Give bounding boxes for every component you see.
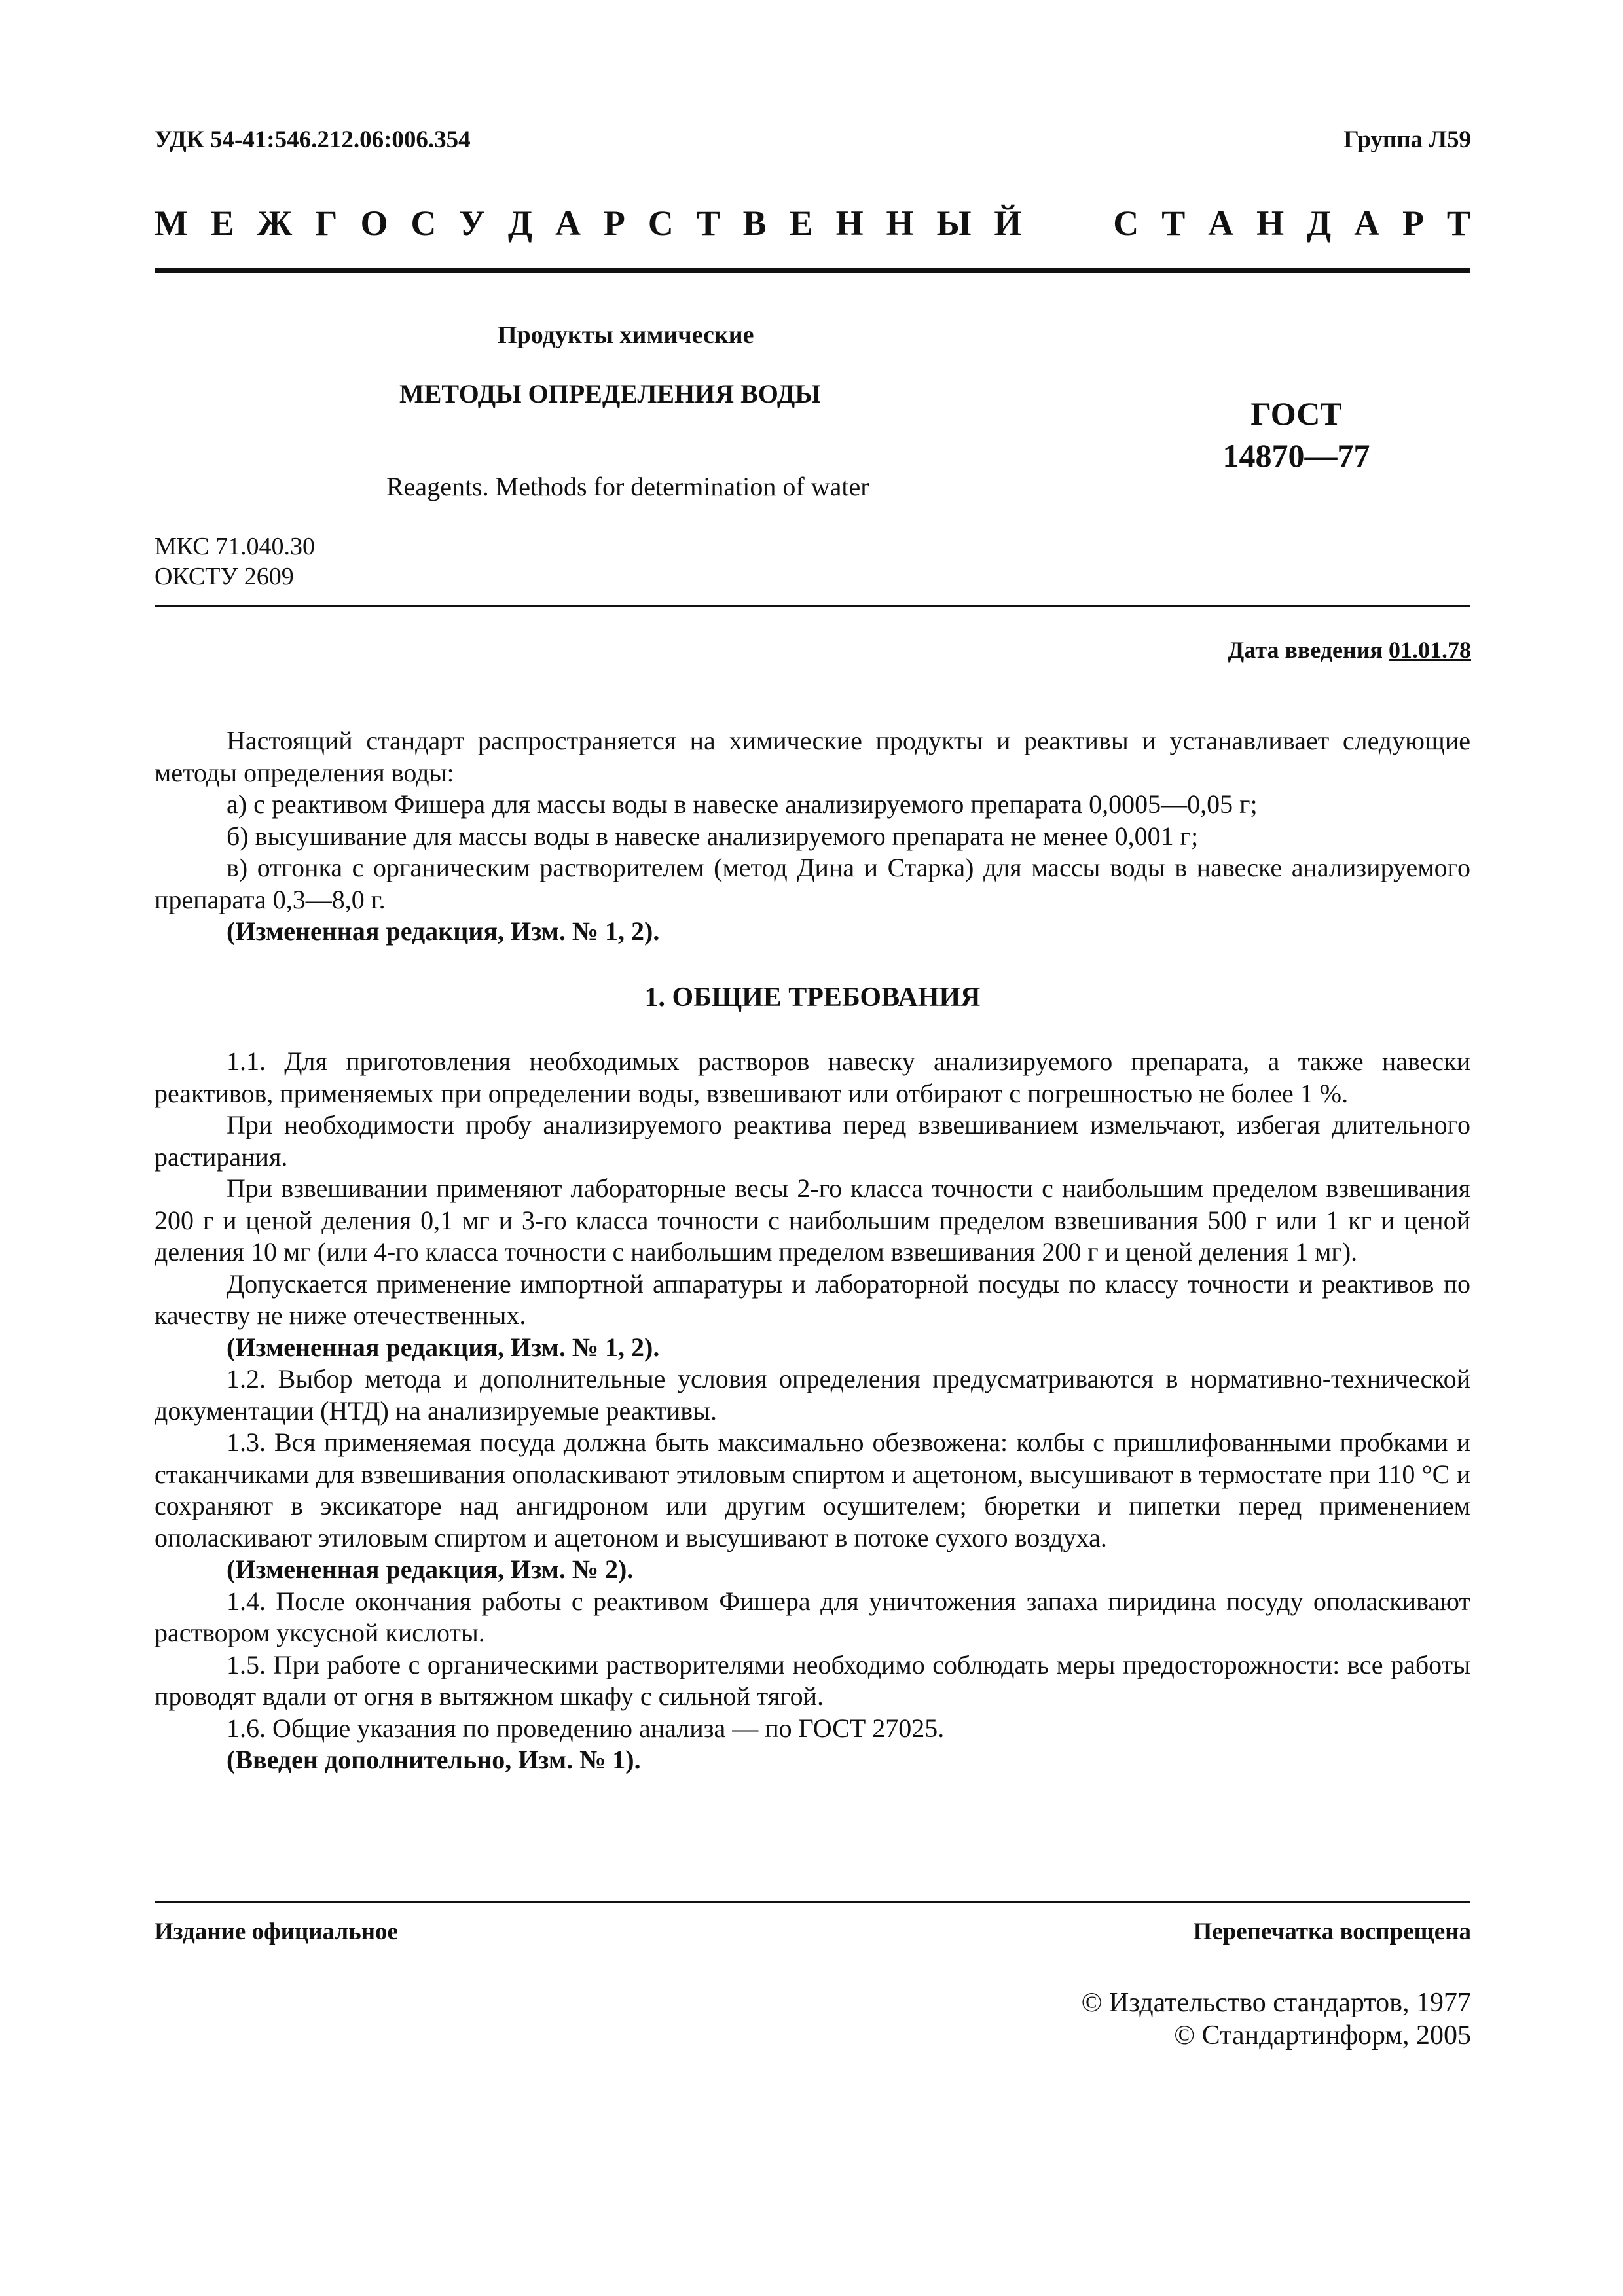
copyright-line: © Стандартинформ, 2005	[1174, 2020, 1471, 2051]
banner-letter: С	[410, 204, 437, 243]
banner-letter: Г	[315, 204, 338, 243]
banner-letter: Т	[1161, 204, 1186, 243]
section-heading: 1. ОБЩИЕ ТРЕБОВАНИЯ	[644, 982, 981, 1013]
document-category: Продукты химические	[498, 321, 754, 349]
banner-letter: Р	[603, 204, 625, 243]
intro-list-item: а) с реактивом Фишера для массы воды в навеске анализируемого препарата 0,0005—0,05 г;	[227, 789, 1258, 819]
banner-letter: Д	[1307, 204, 1332, 243]
banner-letter: С	[647, 204, 674, 243]
udk-code: УДК 54-41:546.212.06:006.354	[155, 126, 471, 153]
document-title-english: Reagents. Methods for determination of water	[386, 472, 869, 501]
official-edition: Издание официальное	[155, 1918, 398, 1945]
banner-letter: Р	[1402, 204, 1424, 243]
banner-letter: Т	[696, 204, 720, 243]
header-rule	[155, 268, 1470, 273]
banner-letter: А	[1208, 204, 1234, 243]
banner-letter: С	[1113, 204, 1139, 243]
section-paragraph: 1.1. Для приготовления необходимых растворов навеску анализируемого препарата, а также навески реактивов, применяемых при определении воды, взвешивают или отбирают с погрешностью не более 1 %.	[155, 1047, 1470, 1108]
banner-letter: Е	[789, 204, 813, 243]
banner-letter: Й	[994, 204, 1022, 243]
banner-letter: Т	[1446, 204, 1470, 243]
classification-codes	[155, 531, 315, 592]
amendment-note: (Измененная редакция, Изм. № 1, 2).	[227, 1332, 660, 1362]
date-value: 01.01.78	[1389, 637, 1471, 663]
section-paragraph: 1.4. После окончания работы с реактивом Фишера для уничтожения запаха пиридина посуду ополаскивают раствором уксусной кислоты.	[155, 1586, 1470, 1647]
banner-letter: У	[459, 204, 485, 243]
copyright-block	[1082, 1986, 1471, 2052]
reprint-prohibited: Перепечатка воспрещена	[1193, 1918, 1471, 1945]
mks-code: МКС 71.040.30	[155, 533, 316, 560]
section-paragraph: 1.5. При работе с органическими растворителями необходимо соблюдать меры предосторожности: все работы проводят вдали от огня в вытяжном шкафу с сильной тягой.	[155, 1649, 1470, 1711]
banner-letter: Н	[835, 204, 864, 243]
intro-list-item: в) отгонка с органическим растворителем (метод Дина и Старка) для массы воды в навеске анализируемого препарата 0,3—8,0 г.	[155, 853, 1470, 914]
gost-label: ГОСТ	[1250, 395, 1342, 432]
banner-letter: Ж	[257, 204, 293, 243]
amendment-note: (Измененная редакция, Изм. № 2).	[227, 1554, 634, 1584]
okstu-code: ОКСТУ 2609	[155, 563, 294, 590]
banner-letter: Н	[1256, 204, 1285, 243]
intro-amendment: (Измененная редакция, Изм. № 1, 2).	[227, 916, 660, 946]
date-of-introduction	[1228, 636, 1472, 664]
section-paragraph: 1.2. Выбор метода и дополнительные условия определения предусматриваются в нормативно-технической документации (НТД) на анализируемые реактивы.	[155, 1364, 1470, 1426]
gost-number: 14870—77	[1222, 437, 1370, 474]
copyright-line: © Издательство стандартов, 1977	[1081, 1988, 1471, 2018]
gost-designation	[1218, 393, 1375, 476]
intro-list-item: б) высушивание для массы воды в навеске анализируемого препарата не менее 0,001 г;	[227, 821, 1199, 851]
intro-text	[155, 725, 1470, 948]
banner-letter: О	[360, 204, 388, 243]
footer-rule	[155, 1901, 1470, 1903]
interstate-standard-banner	[155, 203, 1470, 243]
section-paragraph: При необходимости пробу анализируемого реактива перед взвешиванием измельчают, избегая длительного растирания.	[155, 1110, 1470, 1172]
amendment-note: (Введен дополнительно, Изм. № 1).	[227, 1745, 641, 1774]
banner-letter: А	[555, 204, 581, 243]
banner-letter: Е	[210, 204, 234, 243]
banner-letter: А	[1354, 204, 1380, 243]
banner-letter: В	[742, 204, 767, 243]
document-title: МЕТОДЫ ОПРЕДЕЛЕНИЯ ВОДЫ	[399, 379, 821, 408]
section1-text	[155, 1046, 1470, 1776]
banner-letter: М	[155, 204, 188, 243]
banner-letter: Ы	[936, 204, 972, 243]
banner-gap	[1044, 203, 1090, 243]
banner-letter: Н	[886, 204, 914, 243]
section-paragraph: 1.3. Вся применяемая посуда должна быть максимально обезвожена: колбы с пришлифованными пробками и стаканчиками для взвешивания ополаскивают этиловым спиртом и ацетоном, высушивают в термостате при 110 °С и сохраняют в эксикаторе над ангидроном или другим осушителем; бюретки и пипетки перед применением ополаскивают этиловым спиртом и ацетоном и высушивают в потоке сухого воздуха.	[155, 1427, 1470, 1552]
section-paragraph: При взвешивании применяют лабораторные весы 2-го класса точности с наибольшим пределом взвешивания 200 г и ценой деления 0,1 мг и 3-го класса точности с наибольшим пределом взвешивания 500 г или 1 кг и ценой деления 10 мг (или 4-го класса точности с наибольшим пределом взвешивания 200 г и ценой деления 1 мг).	[155, 1174, 1470, 1266]
section-paragraph: Допускается применение импортной аппаратуры и лабораторной посуды по классу точности и реактивов по качеству не ниже отечественных.	[155, 1268, 1470, 1330]
date-label: Дата введения	[1228, 637, 1383, 663]
title-rule	[155, 605, 1470, 607]
intro-paragraph: Настоящий стандарт распространяется на химические продукты и реактивы и устанавливает следующие методы определения воды:	[155, 726, 1470, 787]
banner-letter: Д	[507, 204, 533, 243]
section-paragraph: 1.6. Общие указания по проведению анализа — по ГОСТ 27025.	[227, 1713, 945, 1743]
group-code: Группа Л59	[1343, 126, 1471, 153]
